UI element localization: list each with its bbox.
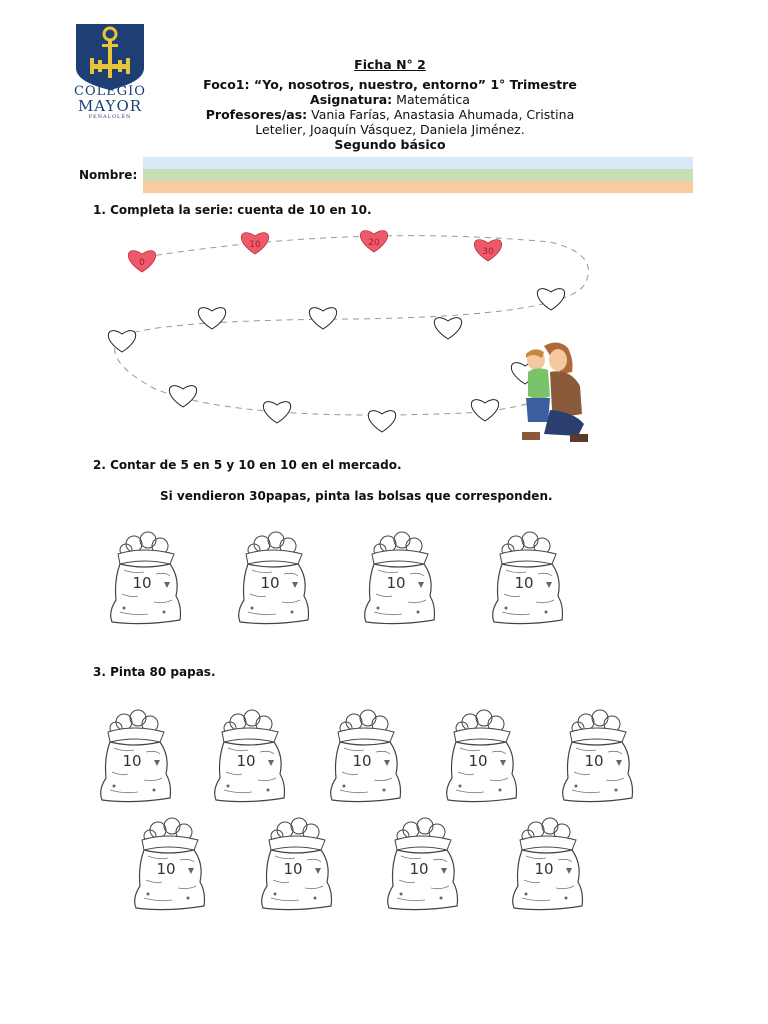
potato-sack[interactable] [104, 530, 186, 626]
question-2-instruction: Si vendieron 30papas, pinta las bolsas que corresponden. [160, 489, 553, 503]
potato-sack[interactable] [255, 816, 337, 912]
sack-label: 10 [283, 860, 303, 878]
school-name-line1: COLEGIO [74, 84, 146, 99]
potato-sack[interactable] [556, 708, 638, 804]
name-band-blue[interactable] [143, 157, 693, 169]
sack-label: 10 [156, 860, 176, 878]
empty-heart[interactable] [169, 386, 196, 407]
sack-label: 10 [534, 860, 554, 878]
teachers-line-1 [130, 107, 650, 122]
teachers-label: Profesores/as: [205, 107, 308, 122]
potato-sack[interactable] [381, 816, 463, 912]
question-1: 1. Completa la serie: cuenta de 10 en 10. [93, 203, 372, 217]
empty-heart[interactable] [434, 318, 461, 339]
potato-sack[interactable] [486, 530, 568, 626]
name-label: Nombre: [79, 168, 138, 182]
heart-number: 20 [368, 238, 380, 248]
worksheet-number: Ficha N° 2 [354, 57, 426, 72]
sack-label: 10 [122, 752, 142, 770]
potato-sack[interactable] [128, 816, 210, 912]
teachers-line-2: Letelier, Joaquín Vásquez, Daniela Jiménez. [255, 122, 525, 137]
focus-line: Foco1: “Yo, nosotros, nuestro, entorno” 1° Trimestre [203, 77, 577, 92]
potato-sack[interactable] [208, 708, 290, 804]
heart-number: 30 [482, 247, 494, 257]
empty-heart[interactable] [198, 308, 225, 329]
name-band-green[interactable] [143, 169, 693, 181]
sack-label: 10 [352, 752, 372, 770]
sack-label: 10 [132, 574, 152, 592]
school-name-line2: MAYOR [77, 97, 143, 115]
potato-sack[interactable] [358, 530, 440, 626]
empty-heart[interactable] [309, 308, 336, 329]
question-3: 3. Pinta 80 papas. [93, 665, 216, 679]
empty-heart[interactable] [108, 331, 135, 352]
grade-level: Segundo básico [334, 137, 446, 152]
sack-label: 10 [514, 574, 534, 592]
empty-heart[interactable] [471, 400, 498, 421]
sack-label: 10 [260, 574, 280, 592]
sack-label: 10 [236, 752, 256, 770]
name-band-orange[interactable] [143, 181, 693, 193]
subject-value: Matemática [392, 92, 470, 107]
potato-sack[interactable] [94, 708, 176, 804]
potato-sack[interactable] [324, 708, 406, 804]
sack-label: 10 [386, 574, 406, 592]
teachers-value-1: Vania Farías, Anastasia Ahumada, Cristina [307, 107, 575, 122]
subject-label: Asignatura: [310, 92, 393, 107]
potato-sack[interactable] [506, 816, 588, 912]
empty-heart[interactable] [368, 411, 395, 432]
potato-sack[interactable] [232, 530, 314, 626]
mother-child-hug-illustration [514, 338, 590, 444]
heart-number: 0 [139, 258, 145, 268]
sack-label: 10 [409, 860, 429, 878]
empty-heart[interactable] [537, 289, 564, 310]
empty-heart[interactable] [263, 402, 290, 423]
potato-sack[interactable] [440, 708, 522, 804]
heart-number: 10 [249, 240, 261, 250]
sack-label: 10 [468, 752, 488, 770]
question-2: 2. Contar de 5 en 5 y 10 en 10 en el mercado. [93, 458, 402, 472]
school-name-line3: PEÑALOLÉN [88, 114, 132, 120]
subject-line [130, 92, 650, 107]
sack-label: 10 [584, 752, 604, 770]
